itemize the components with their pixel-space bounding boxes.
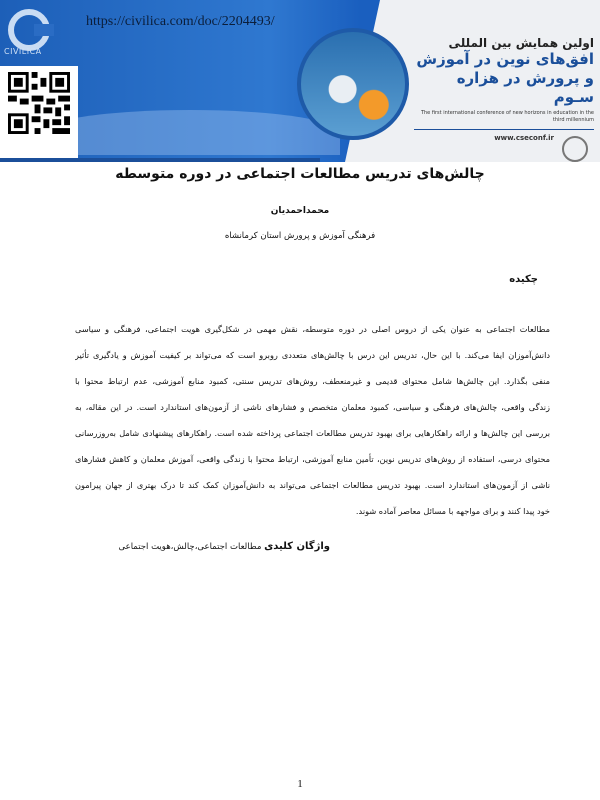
abstract-line: محتوای درسی، استفاده از روش‌های تدریس نوین، تأمین منابع آموزشی، ارتباط محتوا با زندگی واقعی، آموزش معلمان و کاهش فشارهای bbox=[75, 454, 550, 464]
document-url-link[interactable]: https://civilica.com/doc/2204493/ bbox=[86, 14, 275, 29]
abstract-line: ناشی از آزمون‌های استاندارد است. بهبود تدریس مطالعات اجتماعی می‌تواند به دانش‌آموزان کمک کند تا درک بهتری از جهان پیرامون bbox=[75, 480, 550, 490]
conference-line-2: افق‌های نوین در آموزش bbox=[416, 50, 594, 68]
abstract-line: منفی بگذارد. این چالش‌ها شامل محتوای قدیمی و غیرمنعطف، روش‌های تدریس سنتی، کمبود منابع آموزشی، عدم ارتباط محتوا با bbox=[75, 376, 550, 386]
abstract-line: زندگی واقعی، چالش‌های فرهنگی و سیاسی، کمبود معلمان متخصص و فشارهای ناشی از آزمون‌های استاندارد است. در این مقاله، به bbox=[75, 402, 550, 412]
institute-seal-icon bbox=[562, 136, 588, 162]
abstract-line: مطالعات اجتماعی به عنوان یکی از دروس اصلی در دوره متوسطه، نقش مهمی در شکل‌گیری هویت اجتماعی، فرهنگی و سیاسی bbox=[75, 324, 550, 334]
conference-info bbox=[414, 36, 594, 142]
banner-divider bbox=[0, 158, 320, 162]
abstract-body bbox=[75, 322, 550, 530]
author-name: محمداحمدیان bbox=[270, 206, 330, 216]
conference-website: www.cseconf.ir bbox=[494, 134, 554, 142]
logo-text: CIVILICA bbox=[4, 47, 42, 56]
abstract-line: بررسی این چالش‌ها و ارائه راهکارهایی برای بهبود تدریس مطالعات اجتماعی پرداخته شده است. راهکارهای پیشنهادی شامل به‌روزرسانی bbox=[75, 428, 550, 438]
conference-line-3: و پرورش در هزاره سـوم bbox=[456, 69, 594, 106]
conference-english-title: The first international conference of new horizons in education in the third millennium bbox=[420, 110, 594, 123]
paper-title: چالش‌های تدریس مطالعات اجتماعی در دوره متوسطه bbox=[115, 166, 485, 182]
abstract-line: دانش‌آموزان ایفا می‌کند. با این حال، تدریس این درس با چالش‌های متعددی روبرو است که می‌تواند بر کیفیت آموزش و یادگیری تأثیر bbox=[75, 350, 550, 360]
conference-banner bbox=[0, 0, 600, 162]
conference-divider bbox=[414, 129, 594, 130]
qr-code bbox=[0, 66, 78, 158]
conference-line-1: اولین همایش بین المللی bbox=[448, 36, 594, 50]
abstract-heading: چکیده bbox=[509, 274, 538, 285]
qr-code-icon bbox=[8, 72, 70, 134]
keywords-list: مطالعات اجتماعی،چالش،هویت اجتماعی bbox=[118, 542, 262, 552]
keywords bbox=[119, 541, 330, 552]
abstract-line: خود پیدا کنند و برای مواجهه با مسائل معاصر آماده شوند. bbox=[355, 506, 550, 516]
conference-vr-image bbox=[297, 28, 409, 140]
page-number: 1 bbox=[297, 778, 303, 790]
keywords-label: واژگان کلیدی bbox=[264, 541, 330, 552]
author-affiliation: فرهنگی آموزش و پرورش استان کرمانشاه bbox=[224, 231, 376, 241]
